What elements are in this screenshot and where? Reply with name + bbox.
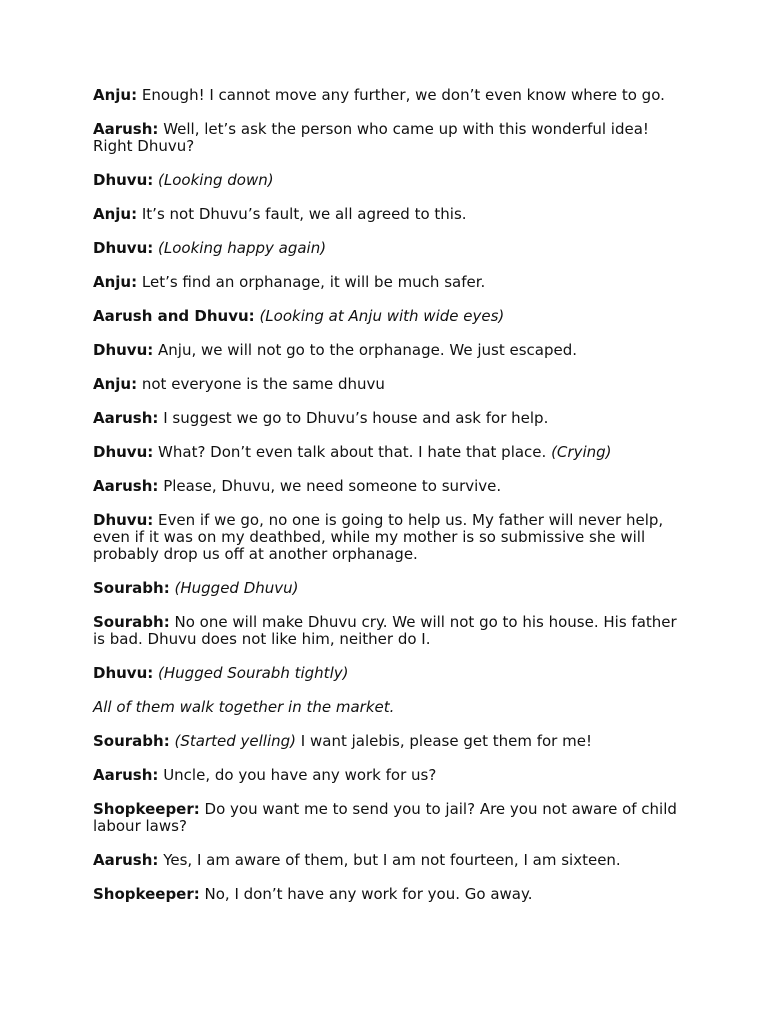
dialogue-text-after: I want jalebis, please get them for me! [296, 732, 592, 750]
speaker-name: Shopkeeper: [93, 885, 200, 903]
speaker-name: Sourabh: [93, 732, 170, 750]
dialogue-line [93, 767, 683, 784]
script-page [93, 87, 683, 920]
dialogue-line [93, 376, 683, 393]
dialogue-text: No one will make Dhuvu cry. We will not go to his house. His father is bad. Dhuvu does not like him, neither do I. [93, 613, 677, 648]
stage-direction: (Looking down) [158, 171, 274, 189]
speaker-name: Anju: [93, 205, 138, 223]
stage-direction: (Hugged Dhuvu) [174, 579, 299, 597]
speaker-name: Aarush: [93, 851, 159, 869]
dialogue-text: not everyone is the same dhuvu [137, 375, 385, 393]
dialogue-line [93, 274, 683, 291]
speaker-name: Dhuvu: [93, 664, 154, 682]
dialogue-text: Anju, we will not go to the orphanage. We just escaped. [153, 341, 577, 359]
dialogue-text: Well, let’s ask the person who came up with this wonderful idea! Right Dhuvu? [93, 120, 649, 155]
dialogue-line [93, 512, 683, 563]
dialogue-line [93, 478, 683, 495]
speaker-name: Anju: [93, 375, 138, 393]
dialogue-line [93, 342, 683, 359]
stage-direction: (Looking at Anju with wide eyes) [259, 307, 505, 325]
narration-line: All of them walk together in the market. [93, 698, 395, 716]
dialogue-text: I suggest we go to Dhuvu’s house and ask for help. [158, 409, 549, 427]
dialogue-line [93, 308, 683, 325]
speaker-name: Anju: [93, 86, 138, 104]
dialogue-line [93, 121, 683, 155]
stage-direction: (Started yelling) [174, 732, 297, 750]
dialogue-line [93, 87, 683, 104]
dialogue-text: Uncle, do you have any work for us? [158, 766, 437, 784]
dialogue-text: Let’s find an orphanage, it will be much safer. [137, 273, 486, 291]
dialogue-line [93, 206, 683, 223]
speaker-name: Dhuvu: [93, 443, 154, 461]
speaker-name: Aarush: [93, 409, 159, 427]
speaker-name: Anju: [93, 273, 138, 291]
speaker-name: Aarush: [93, 766, 159, 784]
speaker-name: Aarush and Dhuvu: [93, 307, 255, 325]
dialogue-text: Enough! I cannot move any further, we don’t even know where to go. [137, 86, 665, 104]
dialogue-text: No, I don’t have any work for you. Go away. [199, 885, 533, 903]
dialogue-text: It’s not Dhuvu’s fault, we all agreed to this. [137, 205, 467, 223]
dialogue-text: What? Don’t even talk about that. I hate that place. [153, 443, 552, 461]
speaker-name: Aarush: [93, 120, 159, 138]
speaker-name: Shopkeeper: [93, 800, 200, 818]
dialogue-line [93, 172, 683, 189]
speaker-name: Dhuvu: [93, 511, 154, 529]
dialogue-line [93, 410, 683, 427]
dialogue-text: Please, Dhuvu, we need someone to survive. [158, 477, 502, 495]
stage-direction: (Hugged Sourabh tightly) [158, 664, 349, 682]
speaker-name: Dhuvu: [93, 171, 154, 189]
dialogue-text: Yes, I am aware of them, but I am not fourteen, I am sixteen. [158, 851, 621, 869]
speaker-name: Dhuvu: [93, 239, 154, 257]
speaker-name: Sourabh: [93, 613, 170, 631]
dialogue-line [93, 580, 683, 597]
dialogue-line [93, 733, 683, 750]
dialogue-line [93, 444, 683, 461]
dialogue-line [93, 240, 683, 257]
speaker-name: Dhuvu: [93, 341, 154, 359]
dialogue-text: Even if we go, no one is going to help us. My father will never help, even if it was on my deathbed, while my mother is so submissive she will probably drop us off at another orphanage. [93, 511, 664, 563]
dialogue-line [93, 886, 683, 903]
stage-direction: (Looking happy again) [158, 239, 327, 257]
dialogue-text: Do you want me to send you to jail? Are you not aware of child labour laws? [93, 800, 677, 835]
dialogue-line [93, 614, 683, 648]
dialogue-line [93, 852, 683, 869]
dialogue-line [93, 665, 683, 682]
dialogue-line [93, 801, 683, 835]
stage-direction: (Crying) [551, 443, 612, 461]
speaker-name: Sourabh: [93, 579, 170, 597]
speaker-name: Aarush: [93, 477, 159, 495]
